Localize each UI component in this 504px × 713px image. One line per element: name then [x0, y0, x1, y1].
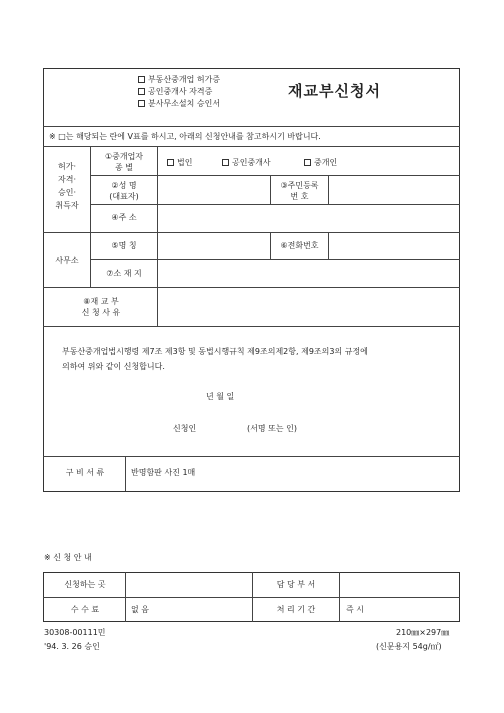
divider [252, 572, 253, 622]
attachments-label: 구 비 서 류 [65, 468, 105, 477]
option-label: 공인중개사 [232, 158, 271, 167]
divider [43, 326, 460, 327]
divider [157, 146, 158, 232]
label-line: 번 호 [290, 192, 309, 201]
divider [90, 204, 460, 205]
divider [43, 126, 460, 127]
option-label: 분사무소설치 승인서 [148, 99, 221, 108]
guide-fee-value: 없 음 [131, 605, 149, 614]
guide-fee-label: 수 수 료 [70, 605, 100, 614]
approval-date: '94. 3. 26 승인 [44, 642, 100, 651]
divider [90, 146, 91, 232]
divider [90, 175, 460, 176]
label-line: 허가· [58, 162, 76, 171]
divider [125, 572, 126, 622]
label-line: 승인· [58, 188, 76, 197]
guide-title: ※ 신 청 안 내 [44, 553, 92, 562]
statement-text [62, 344, 368, 374]
divider [43, 146, 460, 147]
location-label: ⑦소 재 지 [106, 269, 142, 278]
divider [328, 175, 329, 204]
option-label: 중개인 [314, 158, 338, 167]
phone-label: ⑥전화번호 [280, 241, 319, 250]
checkbox[interactable] [222, 159, 229, 166]
label-line: ①중개업자 [104, 152, 144, 161]
checkbox[interactable] [304, 159, 311, 166]
option-label: 공인중개사 자격증 [148, 87, 213, 96]
checkbox[interactable] [138, 76, 145, 83]
label-line: 취득자 [55, 201, 79, 210]
broker-type-licensed[interactable] [222, 158, 271, 168]
divider [270, 175, 271, 204]
label-line: ⑧재 교 부 [83, 297, 119, 306]
name-label [92, 180, 156, 202]
resident-number-label [272, 180, 327, 202]
broker-type-label [92, 151, 156, 173]
statement-line: 부동산중개업법시행령 제7조 제3항 및 동법시행규칙 제9조의제2항, 제9조의3의 규정에 [62, 347, 368, 356]
guide-where-label: 신청하는 곳 [64, 580, 106, 589]
option-certificate[interactable] [138, 87, 212, 97]
option-branch-approval[interactable] [138, 99, 220, 109]
option-label: 법인 [177, 158, 193, 167]
label-line: (대표자) [109, 192, 139, 201]
label-line: 자격· [58, 175, 76, 184]
broker-type-agent[interactable] [304, 158, 337, 168]
divider [270, 232, 271, 259]
date-field[interactable]: 년 월 일 [206, 392, 235, 401]
paper-size: 210㎜×297㎜ [396, 628, 450, 637]
office-label: 사무소 [55, 256, 79, 265]
divider [90, 259, 460, 260]
office-name-label: ⑤명 칭 [111, 241, 137, 250]
divider [328, 232, 329, 259]
reissue-reason-label [46, 296, 156, 318]
label-line: ③주민등록 [280, 181, 319, 190]
divider [125, 456, 126, 491]
checkbox[interactable] [138, 100, 145, 107]
divider [157, 287, 158, 326]
form-number: 30308-00111민 [44, 628, 106, 637]
section-applicant-label [46, 160, 88, 212]
guide-period-value: 즉 시 [346, 605, 364, 614]
applicant-label: 신청인 [173, 424, 197, 433]
checkbox[interactable] [167, 159, 174, 166]
divider [43, 287, 460, 288]
label-line: 신 청 사 유 [81, 308, 121, 317]
label-line: 종 별 [115, 163, 133, 172]
label-line: ②성 명 [111, 181, 137, 190]
paper-spec: (신문용지 54g/㎡) [376, 642, 442, 651]
attachments-value: 반명함판 사진 1매 [131, 468, 196, 477]
guide-period-label: 처 리 기 간 [276, 605, 316, 614]
divider [43, 456, 460, 457]
option-license[interactable] [138, 75, 220, 85]
divider [43, 232, 460, 233]
divider [339, 572, 340, 622]
notice-text: ※ □는 해당되는 란에 V표를 하시고, 아래의 신청안내를 참고하시기 바랍니다. [49, 132, 321, 141]
statement-line: 의하여 위와 같이 신청합니다. [62, 362, 165, 371]
signature-hint: (서명 또는 인) [247, 424, 297, 433]
broker-type-corporation[interactable] [167, 158, 192, 168]
option-label: 부동산중개업 허가증 [148, 75, 221, 84]
address-label: ④주 소 [111, 213, 137, 222]
guide-dept-label: 담 당 부 서 [276, 580, 316, 589]
form-title: 재교부신청서 [288, 82, 381, 100]
checkbox[interactable] [138, 88, 145, 95]
